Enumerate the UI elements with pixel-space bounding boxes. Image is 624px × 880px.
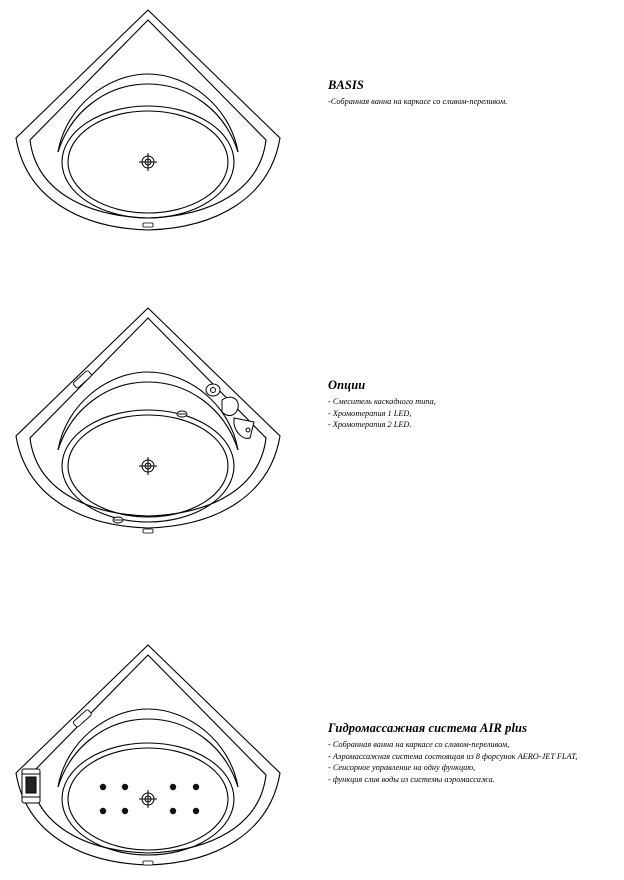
corner-bathtub-drawing (8, 637, 288, 877)
corner-bathtub-drawing (8, 300, 288, 540)
headrest-inner (58, 719, 238, 787)
headrest-inner (58, 84, 238, 152)
section-title: Опции (328, 378, 366, 392)
air-jet-icon (100, 784, 106, 790)
feature-item: - функция слив воды из системы аэромассажа. (328, 774, 495, 784)
air-jet-icon (122, 784, 128, 790)
tub-inner-rim (30, 20, 266, 218)
tub-inner-rim (30, 655, 266, 853)
tub-diagram-basis (8, 2, 288, 242)
section-title: BASIS (328, 78, 364, 92)
feature-item: - Аэромассажная система состоящая из 8 форсунок AERO-JET FLAT, (328, 751, 578, 761)
section-options (328, 378, 618, 431)
air-jet-icon (193, 784, 199, 790)
drain-icon (139, 790, 157, 808)
drain-icon (139, 153, 157, 171)
tub-inner-rim (30, 318, 266, 516)
feature-list (328, 96, 618, 108)
feature-list (328, 396, 618, 431)
feature-item: - Собранная ванна на каркасе со сливом-переливом, (328, 740, 510, 749)
handle-icon (73, 709, 93, 728)
led-light-icon (177, 411, 187, 417)
tub-diagram-air-plus (8, 637, 288, 877)
feature-list (328, 739, 618, 785)
feature-item: - Хромотерапия 2 LED. (328, 420, 412, 429)
tub-outer-rim (16, 308, 280, 528)
section-air-plus (328, 721, 618, 785)
air-jet-icon (100, 808, 106, 814)
section-title: Гидромассажная система AIR plus (328, 721, 528, 735)
tub-diagram-options (8, 300, 288, 540)
headrest-outer (58, 74, 238, 152)
handle-icon (73, 370, 93, 389)
feature-item: -Собранная ванна на каркасе со сливом-переливом. (328, 97, 508, 106)
feature-item: - Хромотерапия 1 LED, (328, 408, 412, 418)
drain-icon (139, 457, 157, 475)
overflow-icon (143, 529, 153, 533)
feature-item: - Сенсорное управление на одну функцию, (328, 763, 476, 772)
air-jet-icon (170, 784, 176, 790)
tub-outer-rim (16, 645, 280, 865)
touch-control-icon (22, 769, 40, 803)
air-jet-icon (170, 808, 176, 814)
led-light-icon (113, 517, 123, 523)
tub-outer-rim (16, 10, 280, 230)
overflow-icon (143, 223, 153, 227)
air-jet-icon (193, 808, 199, 814)
feature-item: - Смеситель каскадного типа, (328, 397, 436, 406)
section-basis (328, 78, 618, 108)
headrest-outer (58, 372, 238, 450)
overflow-icon (143, 861, 153, 865)
corner-bathtub-drawing (8, 2, 288, 242)
air-jet-icon (122, 808, 128, 814)
